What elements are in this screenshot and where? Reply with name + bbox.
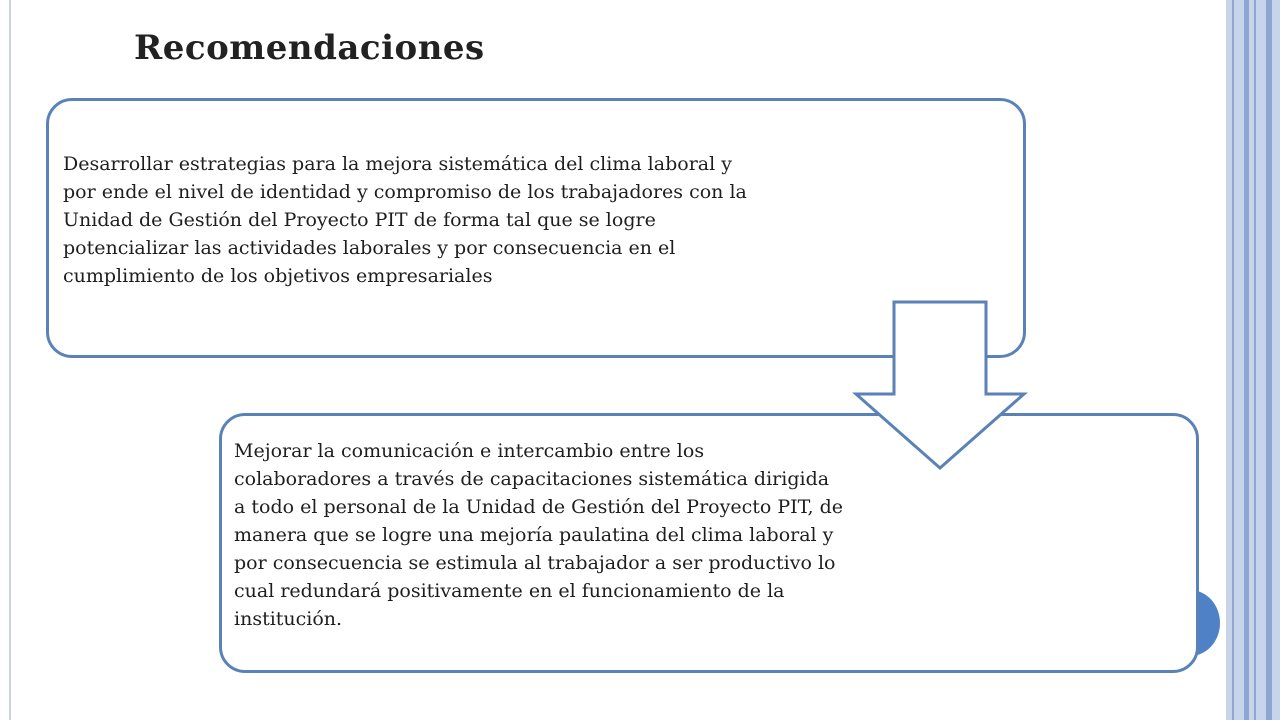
band-stripe [1232, 0, 1234, 720]
recommendation-box-2 [219, 413, 1199, 673]
band-stripe [1254, 0, 1256, 720]
recommendation-text-2: Mejorar la comunicación e intercambio entre los colaboradores a través de capacitaciones sistemática dirigida a todo el personal de la Unidad de Gestión del Proyecto PIT, de manera que se logre una mejoría paulatina del clima laboral y por consecuencia se estimula al trabajador a ser productivo lo cual redundará positivamente en el funcionamiento de la institución. [234, 440, 843, 630]
down-arrow-icon [850, 300, 1030, 472]
right-decorative-band [1226, 0, 1280, 720]
left-margin-rule [9, 0, 11, 720]
band-stripe [1266, 0, 1272, 720]
recommendation-text-1: Desarrollar estrategias para la mejora sistemática del clima laboral y por ende el nivel de identidad y compromiso de los trabajadores con la Unidad de Gestión del Proyecto PIT de forma tal que se logre potencializar las actividades laborales y por consecuencia en el cumplimiento de los objetivos empresariales [63, 153, 747, 287]
band-stripe [1244, 0, 1249, 720]
inner-margin-rule [1226, 0, 1228, 720]
slide-title: Recomendaciones [134, 28, 485, 68]
